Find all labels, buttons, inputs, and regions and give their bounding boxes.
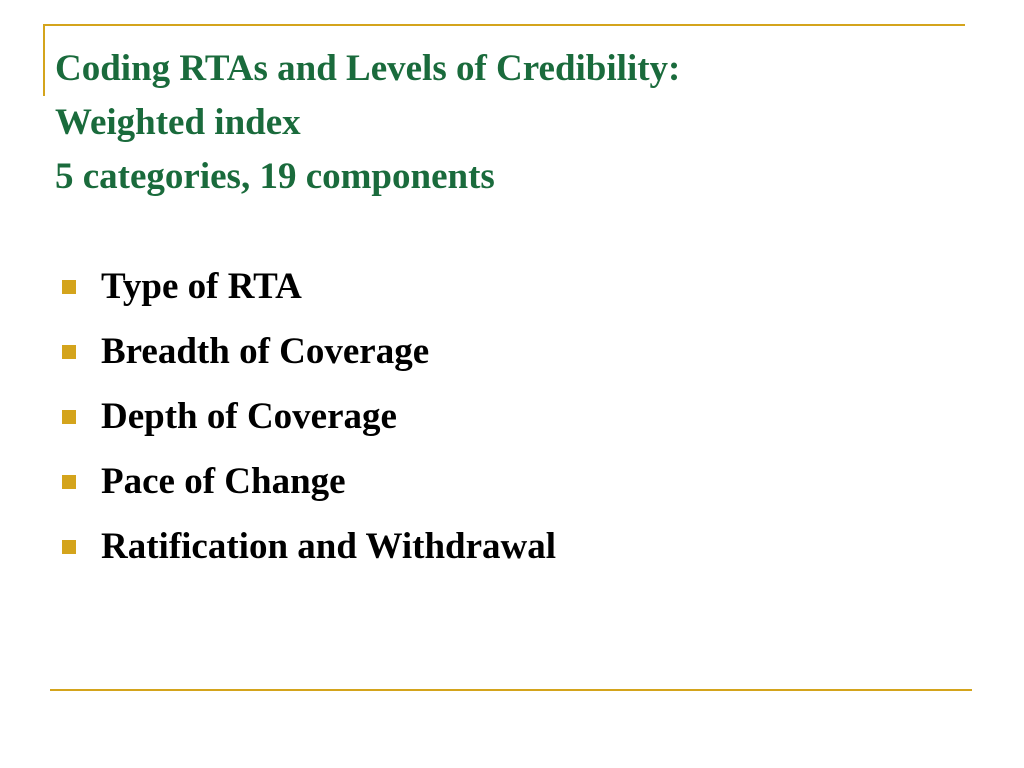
bottom-rule (50, 689, 972, 691)
square-bullet-icon (62, 540, 76, 554)
bullet-list (62, 254, 556, 579)
square-bullet-icon (62, 475, 76, 489)
square-bullet-icon (62, 280, 76, 294)
bullet-text: Depth of Coverage (101, 396, 397, 437)
bullet-text: Type of RTA (101, 266, 302, 307)
bullet-item-depth-of-coverage (62, 384, 556, 449)
bullet-item-type-of-rta (62, 254, 556, 319)
square-bullet-icon (62, 345, 76, 359)
top-rule (43, 24, 965, 26)
left-rule (43, 24, 45, 96)
bullet-text: Breadth of Coverage (101, 331, 430, 372)
bullet-text: Ratification and Withdrawal (101, 526, 557, 567)
slide-title (55, 42, 955, 204)
square-bullet-icon (62, 410, 76, 424)
bullet-item-breadth-of-coverage (62, 319, 556, 384)
title-line-3: 5 categories, 19 components (55, 156, 495, 197)
title-line-2: Weighted index (55, 102, 301, 143)
bullet-text: Pace of Change (101, 461, 346, 502)
bullet-item-ratification-and-withdrawal (62, 514, 556, 579)
bullet-item-pace-of-change (62, 449, 556, 514)
title-line-1: Coding RTAs and Levels of Credibility: (55, 48, 681, 89)
